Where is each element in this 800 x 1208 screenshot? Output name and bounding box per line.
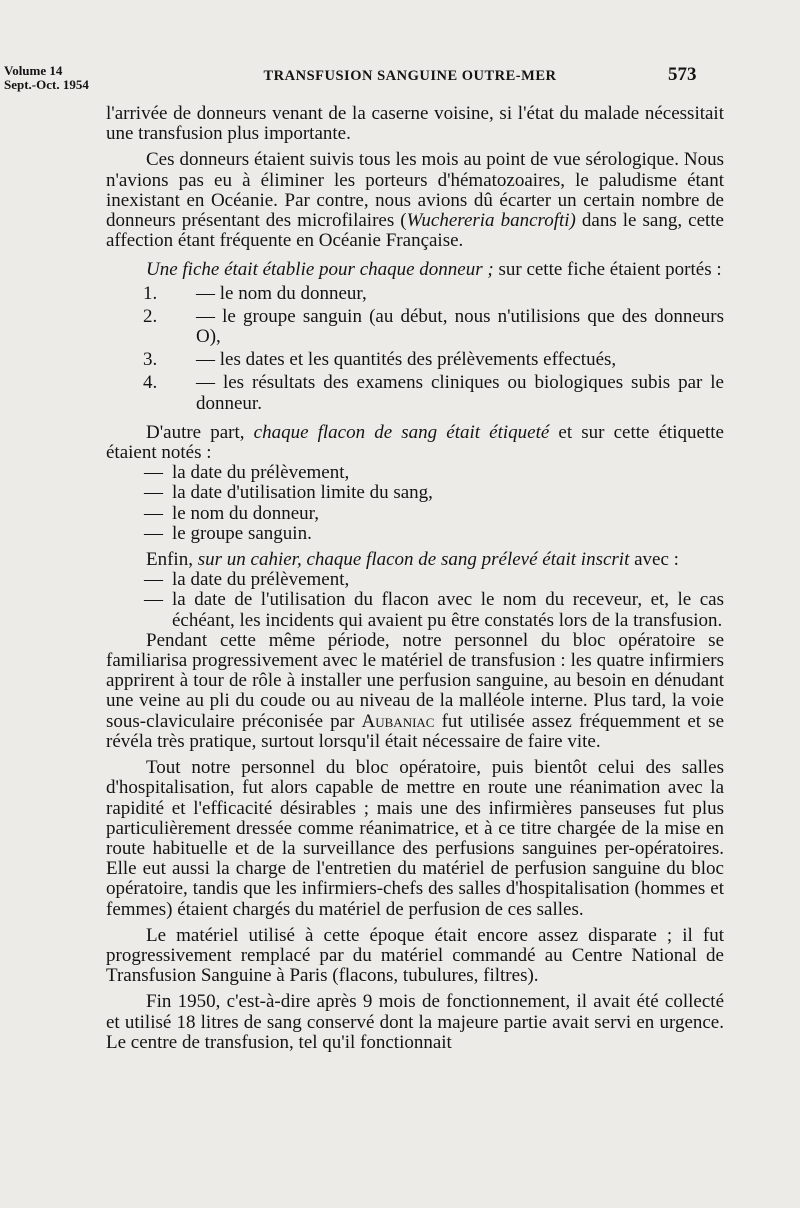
paragraph-5: Enfin, sur un cahier, chaque flacon de sang prélevé était inscrit avec : [146, 549, 679, 571]
list-item: — le nom du donneur, [144, 502, 319, 524]
author-name: Aubaniac [361, 710, 435, 732]
label-list [106, 463, 724, 544]
paragraph-1: l'arrivée de donneurs venant de la caserne voisine, si l'état du malade nécessitait une transfusion plus importante. [106, 103, 724, 145]
list-item: — la date d'utilisation limite du sang, [144, 482, 433, 504]
paragraph-8: Le matériel utilisé à cette époque était encore assez disparate ; il fut progressivement remplacé par du matériel commandé au Centre National de Transfusion Sanguine à Paris (flacons, tubulures, filtres). [106, 924, 724, 987]
volume-number: Volume 14 [4, 63, 63, 78]
list-item: 4. — les résultats des examens cliniques ou biologiques subis par le donneur. [143, 372, 724, 414]
list-item: — le groupe sanguin. [144, 522, 312, 544]
list-item: 2. — le groupe sanguin (au début, nous n'utilisions que des donneurs O), [143, 305, 724, 348]
page-number: 573 [668, 64, 697, 85]
list-item: — la date de l'utilisation du flacon avec le nom du receveur, et, le cas échéant, les incidents qui avaient pu être constatés lors de la transfusion. [144, 589, 724, 631]
running-title: TRANSFUSION SANGUINE OUTRE-MER [263, 68, 557, 84]
paragraph-2: Ces donneurs étaient suivis tous les mois au point de vue sérologique. Nous n'avions pas eu à éliminer les porteurs d'hématozoaires, le paludisme étant inexistant en Océanie. Par contre, nous avions dû écarter un certain nombre de donneurs présentant des microfilaires (Wuchereria bancrofti) dans le sang, cette affection étant fréquente en Océanie Française. [106, 149, 724, 252]
list-item: — la date du prélèvement, [144, 462, 350, 484]
article-body [106, 104, 724, 1053]
paragraph-4: D'autre part, chaque flacon de sang était étiqueté et sur cette étiquette étaient notés : [106, 421, 724, 464]
issue-date: Sept.-Oct. 1954 [4, 77, 89, 92]
paragraph-3: Une fiche était établie pour chaque donneur ; sur cette fiche étaient portés : [146, 259, 722, 281]
species-name: Wuchereria bancrofti) [406, 210, 576, 232]
list-item: 1. — le nom du donneur, [143, 282, 367, 304]
volume-info [4, 64, 89, 92]
paragraph-9: Fin 1950, c'est-à-dire après 9 mois de fonctionnement, il avait été collecté et utilisé 18 litres de sang conservé dont la majeure partie avait servi en urgence. Le centre de transfusion, tel qu'il fonctionnait [106, 991, 724, 1053]
paragraph-7: Tout notre personnel du bloc opératoire, puis bientôt celui des salles d'hospitalisation, fut alors capable de mettre en route une réanimation avec la rapidité et l'efficacité désirables ; mais une des infirmières panseuses fut plus particulièrement dressée comme réanimatrice, et à ce titre chargée de la mise en route habituelle et de la surveillance des perfusions sanguines per-opératoires. Elle eut aussi la charge de l'entretien du matériel de perfusion sanguine du bloc opératoire, tandis que les infirmiers-chefs des salles d'hospitalisation (hommes et femmes) étaient chargés du matériel de perfusion de ces salles. [106, 757, 724, 920]
register-list [106, 570, 724, 631]
paragraph-6: Pendant cette même période, notre personnel du bloc opératoire se familiarisa progressivement avec le matériel de transfusion : les quatre infirmiers apprirent à tour de rôle à installer une perfusion sanguine, au besoin en dénudant une veine au pli du coude ou au niveau de la malléole interne. Plus tard, la voie sous-claviculaire préconisée par Aubaniac fut utilisée assez fréquemment et se révéla très pratique, surtout lorsqu'il était nécessaire de faire vite. [106, 629, 724, 752]
list-item: 3. — les dates et les quantités des prélèvements effectués, [143, 349, 617, 371]
list-item: — la date du prélèvement, [144, 569, 350, 591]
numbered-list [106, 284, 724, 414]
